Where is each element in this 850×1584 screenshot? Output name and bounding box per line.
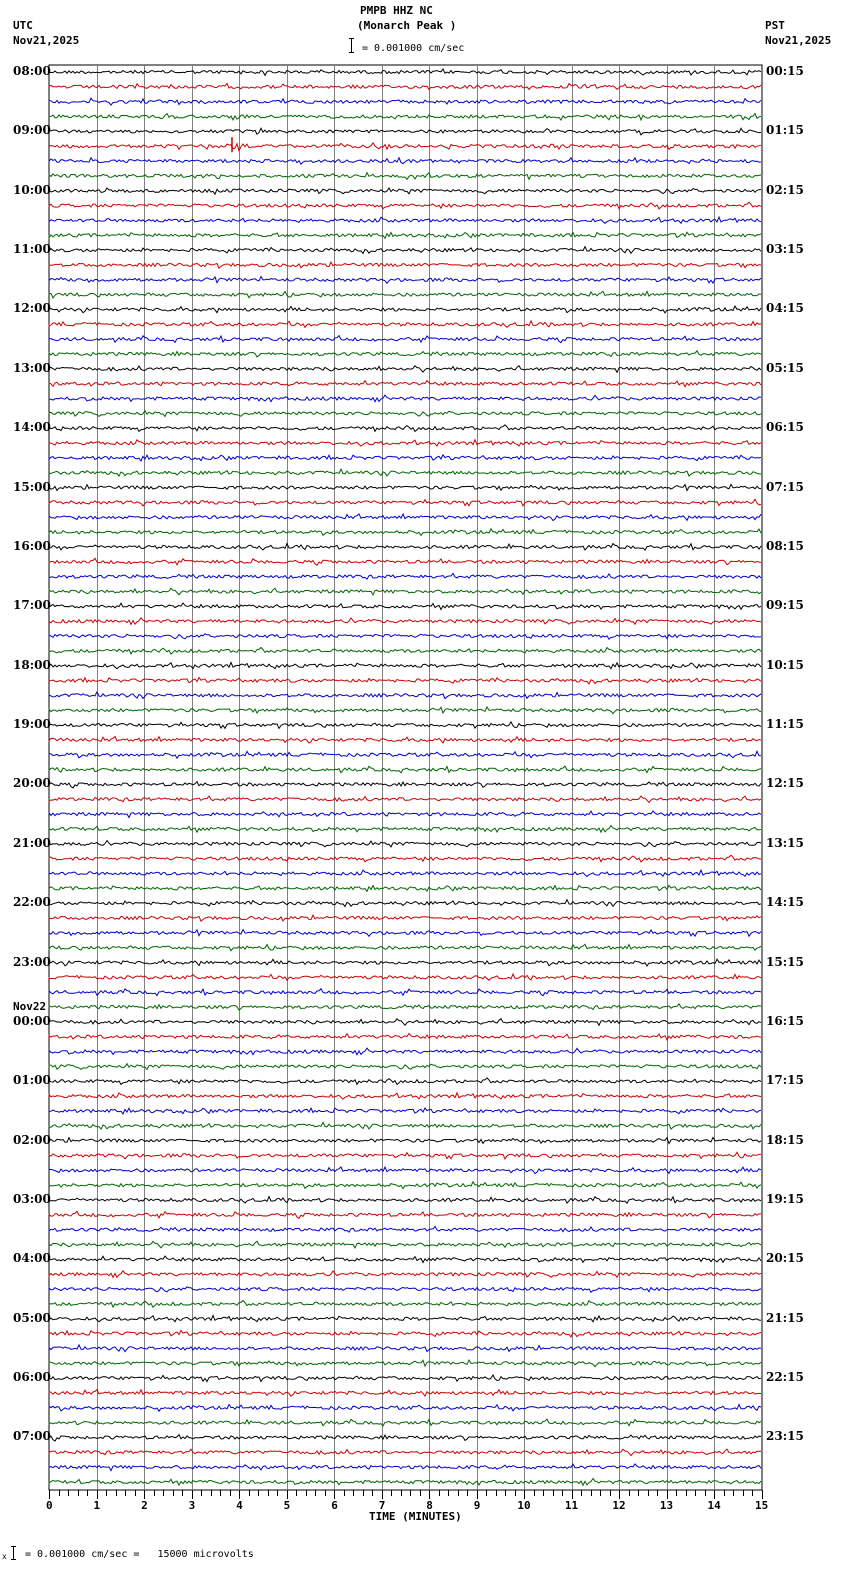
trace-row	[49, 1034, 761, 1040]
trace-row	[49, 499, 761, 506]
utc-hour-label: 04:00	[13, 1251, 51, 1266]
trace-row	[49, 1108, 761, 1114]
utc-hour-label: 20:00	[13, 776, 51, 791]
trace-row	[49, 188, 761, 194]
trace-row	[49, 1375, 761, 1382]
x-tick-label: 0	[46, 1499, 53, 1512]
trace-row	[49, 647, 761, 654]
utc-hour-label: 00:00	[13, 1013, 51, 1028]
trace-row	[49, 440, 761, 446]
utc-hour-label: 22:00	[13, 895, 51, 910]
trace-row	[49, 143, 761, 151]
trace-row	[49, 782, 761, 788]
trace-row	[49, 411, 761, 417]
pst-hour-label: 20:15	[766, 1251, 804, 1266]
trace-row	[49, 1048, 761, 1055]
trace-row	[49, 737, 761, 744]
right-date: Nov21,2025	[765, 34, 832, 47]
utc-hour-label: 18:00	[13, 657, 51, 672]
trace-row	[49, 1122, 761, 1129]
pst-hour-label: 14:15	[766, 895, 804, 910]
trace-row	[49, 1449, 761, 1456]
trace-row	[49, 603, 761, 609]
seismic-traces	[49, 69, 761, 1485]
trace-row	[49, 1004, 761, 1010]
trace-row	[49, 306, 761, 313]
station-title: PMPB HHZ NC	[360, 4, 433, 17]
pst-hour-label: 00:15	[766, 64, 804, 78]
trace-row	[49, 484, 761, 490]
trace-row	[49, 692, 761, 699]
trace-row	[49, 1227, 761, 1233]
trace-row	[49, 128, 761, 135]
trace-row	[49, 930, 761, 937]
trace-row	[49, 83, 761, 89]
trace-row	[49, 1256, 761, 1262]
trace-row	[49, 1093, 761, 1099]
utc-hour-label: 08:00	[13, 64, 51, 78]
trace-row	[49, 1019, 761, 1026]
x-tick-label: 8	[426, 1499, 433, 1512]
trace-row	[49, 1241, 761, 1248]
pst-hour-label: 13:15	[766, 835, 804, 850]
trace-row	[49, 618, 761, 625]
trace-row	[49, 900, 761, 907]
x-tick-label: 14	[707, 1499, 721, 1512]
pst-hour-label: 04:15	[766, 301, 804, 316]
pst-hour-label: 01:15	[766, 123, 804, 138]
trace-row	[49, 1167, 761, 1174]
x-tick-label: 7	[378, 1499, 386, 1512]
pst-hour-label: 03:15	[766, 242, 804, 257]
pst-hour-label: 16:15	[766, 1013, 804, 1028]
trace-row	[49, 262, 761, 268]
trace-row	[49, 544, 761, 551]
x-tick-label: 11	[564, 1499, 579, 1512]
pst-hour-label: 06:15	[766, 420, 804, 435]
x-tick-label: 15	[755, 1499, 769, 1512]
pst-hour-label: 15:15	[766, 954, 804, 969]
utc-hour-label: 16:00	[13, 538, 51, 553]
left-date: Nov21,2025	[13, 34, 80, 47]
trace-row	[49, 291, 761, 298]
trace-row	[49, 1315, 761, 1321]
x-tick-label: 6	[331, 1499, 338, 1512]
trace-row	[49, 1197, 761, 1204]
utc-hour-label: 06:00	[13, 1370, 51, 1385]
utc-hour-label: 19:00	[13, 717, 51, 732]
trace-row	[49, 944, 761, 950]
trace-row	[49, 811, 761, 818]
trace-row	[49, 1271, 761, 1278]
trace-row	[49, 588, 761, 595]
trace-row	[49, 826, 761, 833]
trace-row	[49, 1331, 761, 1337]
trace-row	[49, 558, 761, 565]
trace-row	[49, 158, 761, 165]
trace-row	[49, 1152, 761, 1159]
utc-hour-label: 17:00	[13, 598, 51, 613]
footer-scale-bar-icon	[11, 1546, 16, 1560]
utc-hour-label: 03:00	[13, 1192, 51, 1206]
trace-row	[49, 173, 761, 180]
trace-row	[49, 114, 761, 121]
trace-row	[49, 722, 761, 729]
trace-row	[49, 455, 761, 461]
trace-row	[49, 1287, 761, 1292]
trace-row	[49, 1360, 761, 1367]
x-tick-label: 1	[93, 1499, 101, 1512]
utc-hour-label: 13:00	[13, 360, 51, 375]
trace-row	[49, 662, 761, 668]
pst-hour-label: 21:15	[766, 1310, 804, 1325]
pst-hour-label: 22:15	[766, 1370, 804, 1385]
trace-row	[49, 989, 761, 996]
trace-row	[49, 1078, 761, 1085]
pst-hour-label: 08:15	[766, 538, 804, 553]
date-change-label: Nov22	[13, 999, 47, 1013]
trace-row	[49, 529, 761, 536]
footer-scale-text: = 0.001000 cm/sec = 15000 microvolts	[25, 1549, 254, 1560]
trace-row	[49, 915, 761, 921]
trace-row	[49, 469, 761, 476]
trace-row	[49, 381, 761, 387]
trace-row	[49, 707, 761, 714]
trace-row	[49, 202, 761, 209]
trace-row	[49, 974, 761, 980]
x-tick-label: 12	[612, 1499, 626, 1512]
trace-row	[49, 1211, 761, 1218]
trace-row	[49, 751, 761, 758]
utc-hour-label: 12:00	[13, 301, 51, 316]
utc-hour-label: 15:00	[13, 479, 51, 494]
trace-row	[49, 1464, 761, 1471]
trace-row	[49, 247, 761, 254]
station-location: (Monarch Peak )	[357, 19, 457, 32]
trace-row	[49, 1064, 761, 1070]
trace-row	[49, 425, 761, 432]
utc-hour-label: 10:00	[13, 182, 51, 197]
trace-row	[49, 766, 761, 773]
trace-row	[49, 277, 761, 284]
x-tick-label: 10	[517, 1499, 531, 1512]
pst-hour-label: 07:15	[766, 479, 804, 494]
trace-row	[49, 870, 761, 876]
trace-row	[49, 395, 761, 402]
trace-row	[49, 98, 761, 105]
utc-hour-label: 14:00	[13, 420, 51, 435]
left-timezone: UTC	[13, 19, 33, 32]
trace-row	[49, 336, 761, 343]
trace-row	[49, 217, 761, 223]
trace-row	[49, 366, 761, 373]
trace-row	[49, 1182, 761, 1189]
pst-hour-label: 18:15	[766, 1132, 804, 1147]
trace-row	[49, 1419, 761, 1426]
pst-hour-label: 12:15	[766, 776, 804, 791]
x-tick-label: 5	[283, 1499, 291, 1512]
pst-hour-label: 05:15	[766, 360, 804, 375]
utc-hour-label: 02:00	[13, 1132, 51, 1147]
x-axis-label: TIME (MINUTES)	[369, 1510, 462, 1523]
utc-hour-label: 23:00	[13, 954, 51, 969]
trace-row	[49, 1435, 761, 1441]
trace-row	[49, 796, 761, 802]
trace-row	[49, 1479, 761, 1486]
pst-hour-label: 23:15	[766, 1429, 804, 1444]
right-timezone: PST	[765, 19, 785, 32]
trace-row	[49, 885, 761, 891]
utc-hour-label: 11:00	[13, 242, 51, 257]
pst-hour-label: 02:15	[766, 182, 804, 197]
trace-row	[49, 1390, 761, 1397]
trace-row	[49, 678, 761, 684]
trace-row	[49, 321, 761, 327]
trace-row	[49, 69, 761, 75]
x-tick-label: 3	[188, 1499, 196, 1512]
utc-hour-label: 21:00	[13, 835, 51, 850]
trace-row	[49, 351, 761, 357]
trace-row	[49, 574, 761, 580]
trace-row	[49, 514, 761, 521]
x-tick-label: 9	[473, 1499, 481, 1512]
trace-row	[49, 634, 761, 639]
trace-row	[49, 1404, 761, 1411]
header-scale-text: = 0.001000 cm/sec	[362, 43, 465, 54]
x-tick-label: 13	[659, 1499, 674, 1512]
trace-row	[49, 841, 761, 847]
trace-row	[49, 1345, 761, 1352]
pst-hour-label: 10:15	[766, 657, 804, 672]
trace-row	[49, 1301, 761, 1308]
pst-hour-label: 19:15	[766, 1192, 804, 1206]
utc-hour-label: 05:00	[13, 1310, 51, 1325]
x-tick-label: 2	[141, 1499, 148, 1512]
utc-hour-label: 01:00	[13, 1073, 51, 1088]
trace-row	[49, 232, 761, 238]
trace-row	[49, 1137, 761, 1143]
pst-hour-label: 09:15	[766, 598, 804, 613]
pst-hour-label: 17:15	[766, 1073, 804, 1088]
utc-hour-label: 09:00	[13, 123, 51, 138]
trace-row	[49, 855, 761, 862]
footer-prefix: x	[2, 1552, 7, 1561]
utc-hour-label: 07:00	[13, 1429, 51, 1444]
trace-row	[49, 959, 761, 966]
x-tick-label: 4	[236, 1499, 243, 1512]
pst-hour-label: 11:15	[766, 717, 804, 732]
